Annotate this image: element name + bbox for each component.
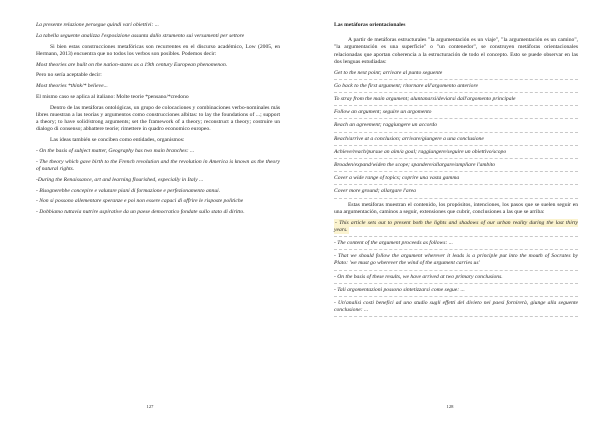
- example-item: Cover a wide range of topics; coprire una vasta gamma: [334, 175, 578, 185]
- example-item: Broaden/expand/widen the scope; spandere/allargare/ampliare l'ambito: [334, 162, 578, 172]
- example-item: Go back to the first argument; ritornare all'argomento anteriore: [334, 83, 578, 93]
- highlight-span: - This article sets out to present both the lights and shadows of our urban reality during the last thirty years.: [334, 219, 578, 233]
- example-item: Cover more ground; allargare l'area: [334, 188, 578, 198]
- example-item: Achieve/reach/pursue an aim/a goal; raggiungere/seguire un obiettivo/scopo: [334, 149, 578, 159]
- paragraph: Pero no sería aceptable decir:: [36, 72, 102, 79]
- paragraph: Dentro de las metáforas ontológicas, un grupo de colocaciones y combinaciones verbo-nominales más libres muestran a las teorías y argumentos como construcciones albitas: to lay the foundations of ...; support a theory; to have solid/strong arguments; set the framework of a theory; reconstruct a theory; costruire un dialogo di consenso; abbattere teorie; rimettere in quadro economico europeo.: [36, 104, 280, 133]
- paragraph: Las ideas también se conciben como entidades, organismos:: [50, 137, 185, 144]
- section-heading: Las metáforas orientacionales: [334, 22, 406, 28]
- paragraph: La presente relazione persegue quindi vari obiettivi: ...: [36, 22, 159, 28]
- list-item: - Un'analisi costi benefici ad uno studio sugli effetti del divieto nei paesi fornirerà, giunge alla seguente conclusione: ...: [334, 300, 578, 317]
- paragraph: La tabella seguente analizza l'esposizione assunta dallo strumento sui versamenti per settore: [36, 32, 245, 39]
- paragraph: El mismo caso se aplica al italiano: Molte teorie *pensano/*credono: [36, 93, 189, 100]
- page-number: 127: [146, 403, 154, 409]
- example-item: Get to the next point; arrivare al punto seguente: [334, 70, 578, 80]
- paragraph: A partir de metáforas estructurales "la argumentación es un viaje", "la argumentación es un camino", "la argumentación es una superficie" o "un contenedor", se construyen metáforas orientacionales relacionadas que aportan coherencia a la estructuración de todo el concepto. Esto se puede observar en las dos lenguas estudiadas:: [334, 37, 578, 65]
- list-item: - On the basis of these results, we have arrived at two primary conclusions.: [334, 274, 578, 284]
- right-page: [300, 0, 600, 424]
- list-item: - Bisognerebbe concepire e valutare piani di formazione e perfezionamento annui.: [36, 187, 221, 194]
- list-item: - Tali argomentazioni possono sintetizzarsi come segue: ...: [334, 287, 578, 297]
- list-item: - The theory which gave birth to the French revolution and the revolution in America is known as the theory of natural rights.: [36, 158, 280, 172]
- page-number: 128: [446, 403, 454, 409]
- paragraph: Si bien estas construcciones metafóricas son recurrentes en el discurso académico, Low (2005, en Hermann, 2013) encuentra que no todos los verbos son posibles. Podemos decir:: [36, 43, 280, 57]
- example-sentence: Most theories *think/* believe...: [36, 83, 108, 90]
- list-item: - Dobbiamo tuttavia nutrire aspirative da un paese democratico fondate sullo stato di diritto.: [36, 209, 245, 216]
- example-item: Reach/arrive at a conclusion; arrivare/giungere a una conclusione: [334, 136, 578, 146]
- example-item: Reach an agreement; raggiungere un accordo: [334, 122, 578, 132]
- example-sentence: Most theories are built on the nation-states as a 19th century European phenomenon.: [36, 61, 228, 68]
- highlighted-example: [334, 220, 578, 237]
- list-item: - Non si possono allementare speranze e poi non essere capaci di offrire le risposte politiche: [36, 198, 244, 205]
- example-item: Follow an argument; seguire un argomento: [334, 109, 578, 119]
- paragraph: Estas metáforas muestran el contenido, los propósitos, intenciones, los pasos que se suelen seguir en una argumentación, caminos a seguir, extensiones que cubrir, conclusiones a las que se arriba:: [334, 201, 578, 215]
- list-item: -During the Renaissance, art and learning flourished, especially in Italy ...: [36, 176, 204, 183]
- example-item: To stray from the main argument; aluntanarsi/deviarsi dall'argomento principale: [334, 96, 578, 106]
- list-item: - On the basis of subject matter, Geography has two main branches: ...: [36, 147, 195, 154]
- list-item: - That we should follow the argument wherever it leads is a principle put into the mouth of Socrates by Plato: 'we must go wherever the wind of the argument carries us': [334, 253, 578, 270]
- list-item: - The content of the argument proceeds as follows: ...: [334, 240, 578, 250]
